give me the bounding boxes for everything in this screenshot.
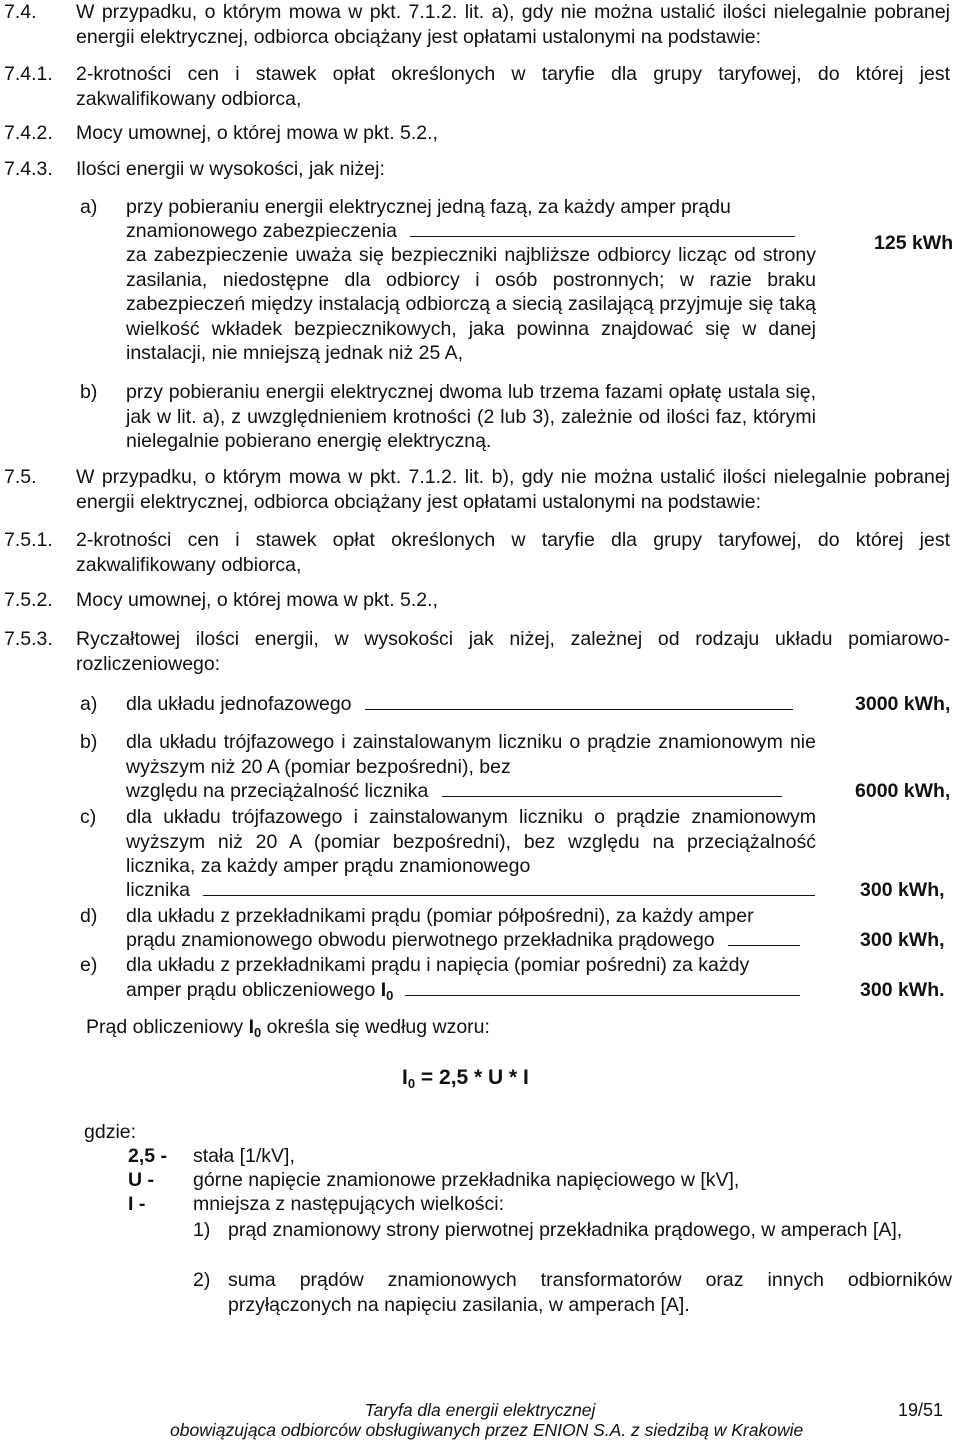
item-label: a)	[80, 693, 98, 715]
sub-item-number: 1)	[193, 1219, 211, 1241]
formula-intro-text: określa się według wzoru:	[266, 1016, 490, 1038]
formula	[402, 1066, 529, 1097]
value-label: 300 kWh.	[860, 979, 945, 1001]
symbol-I: I	[248, 1016, 255, 1038]
symbol-I: I	[380, 979, 387, 1001]
section-text: 2-krotności cen i stawek opłat określonych w taryfie dla grupy taryfowej, do której jest zakwalifikowany odbiorca,	[76, 529, 950, 576]
value-label: 125 kWh	[874, 232, 954, 254]
item-text: za zabezpieczenie uważa się bezpieczniki najbliższe odbiorcy licząc od strony zasilania, niedostępne dla odbiorcy i osób postronnych; w razie braku zabezpieczeń między instalacją odbiorczą a siecią zasilającą przyjmuje się taką wielkość wkładek bezpiecznikowych, jaka powinna znajdować się w danej instalacji, nie mniejszą jednak niż 25 A,	[126, 244, 816, 364]
section-number: 7.5.	[4, 466, 37, 488]
section-text: Ryczałtowej ilości energii, w wysokości jak niżej, zależnej od rodzaju układu pomiarowo-rozliczeniowego:	[76, 628, 950, 675]
section-number: 7.4.3.	[4, 158, 53, 180]
item-text-part: prądu znamionowego obwodu pierwotnego przekładnika prądowego	[126, 929, 715, 951]
fill-line	[442, 780, 782, 797]
item-text-part: licznika	[126, 879, 190, 901]
item-text	[126, 928, 800, 953]
item-label: d)	[80, 905, 98, 927]
page-number: 19/51	[898, 1400, 944, 1420]
section-text: W przypadku, o którym mowa w pkt. 7.1.2. lit. a), gdy nie można ustalić ilości nielegalnie pobranej energii elektrycznej, odbiorca obciążany jest opłatami ustalonymi na podstawie:	[76, 1, 950, 48]
sub-item-text: prąd znamionowy strony pierwotnej przekładnika prądowego, w amperach [A],	[228, 1219, 903, 1241]
item-text-part: dla układu jednofazowego	[126, 693, 352, 715]
section-text: 2-krotności cen i stawek opłat określonych w taryfie dla grupy taryfowej, do której jest zakwalifikowany odbiorca,	[76, 63, 950, 110]
item-text	[126, 978, 800, 1009]
formula-intro-text: Prąd obliczeniowy	[86, 1016, 244, 1038]
sub-item-number: 2)	[193, 1269, 211, 1291]
item-text	[126, 878, 815, 903]
value-label: 300 kWh,	[860, 929, 945, 951]
value-label: 6000 kWh,	[855, 780, 951, 802]
value-label: 300 kWh,	[860, 879, 945, 901]
formula-lhs-subscript: 0	[407, 1076, 416, 1091]
item-text	[126, 219, 795, 244]
item-text: dla układu z przekładnikami prądu i napięcia (pomiar pośredni) za każdy	[126, 954, 750, 976]
item-label: b)	[80, 731, 98, 753]
item-label: e)	[80, 954, 98, 976]
symbol-subscript: 0	[386, 988, 394, 1003]
item-text: przy pobieraniu energii elektrycznej jedną fazą, za każdy amper prądu	[126, 196, 731, 218]
formula-rhs: = 2,5 * U * I	[415, 1066, 529, 1089]
section-number: 7.4.2.	[4, 122, 53, 144]
where-label: gdzie:	[84, 1121, 137, 1143]
item-text: dla układu z przekładnikami prądu (pomiar półpośredni), za każdy amper	[126, 905, 754, 927]
item-label: b)	[80, 381, 98, 403]
symbol-subscript: 0	[254, 1025, 262, 1040]
definition-text: stała [1/kV],	[193, 1145, 295, 1167]
fill-line	[405, 979, 800, 996]
footer-title: Taryfa dla energii elektrycznej	[364, 1400, 596, 1420]
definition-symbol: I -	[128, 1193, 146, 1215]
fill-line	[728, 929, 800, 946]
definition-symbol: 2,5 -	[128, 1145, 168, 1167]
formula-intro	[86, 1015, 490, 1046]
section-number: 7.4.1.	[4, 63, 53, 85]
formula-lhs: I	[402, 1066, 408, 1089]
definition-text: mniejsza z następujących wielkości:	[193, 1193, 505, 1215]
item-label: a)	[80, 196, 98, 218]
fill-line	[410, 220, 795, 237]
section-text: Mocy umownej, o której mowa w pkt. 5.2.,	[76, 122, 438, 144]
section-text: Mocy umownej, o której mowa w pkt. 5.2.,	[76, 589, 438, 611]
section-number: 7.5.2.	[4, 589, 53, 611]
definition-text: górne napięcie znamionowe przekładnika napięciowego w [kV],	[193, 1169, 740, 1191]
item-text-part: amper prądu obliczeniowego	[126, 979, 376, 1001]
item-text: dla układu trójfazowego i zainstalowanym liczniku o prądzie znamionowym wyższym niż 20 A (pomiar bezpośredni), bez względu na przeciążalność licznika, za każdy amper prądu znamionowego	[126, 806, 816, 877]
item-text-part: względu na przeciążalność licznika	[126, 780, 429, 802]
item-text: dla układu trójfazowego i zainstalowanym liczniku o prądzie znamionowym nie wyższym niż 20 A (pomiar bezpośredni), bez	[126, 731, 816, 778]
fill-line	[365, 693, 793, 710]
fill-line	[203, 879, 815, 896]
sub-item-text: suma prądów znamionowych transformatorów oraz innych odbiorników przyłączonych na napięciu zasilania, w amperach [A].	[228, 1269, 952, 1316]
section-number: 7.4.	[4, 1, 37, 23]
item-text: przy pobieraniu energii elektrycznej dwoma lub trzema fazami opłatę ustala się, jak w lit. a), z uwzględnieniem krotności (2 lub 3), zależnie od ilości faz, którymi nielegalnie pobierano energię elektryczną.	[126, 381, 816, 452]
item-text	[126, 692, 793, 717]
item-text	[126, 779, 782, 804]
item-label: c)	[80, 806, 97, 828]
value-label: 3000 kWh,	[855, 693, 951, 715]
section-number: 7.5.1.	[4, 529, 53, 551]
footer-subtitle: obowiązująca odbiorców obsługiwanych przez ENION S.A. z siedzibą w Krakowie	[170, 1420, 804, 1440]
definition-symbol: U -	[128, 1169, 154, 1191]
item-text-part: znamionowego zabezpieczenia	[126, 220, 398, 242]
section-text: Ilości energii w wysokości, jak niżej:	[76, 158, 385, 180]
section-text: W przypadku, o którym mowa w pkt. 7.1.2. lit. b), gdy nie można ustalić ilości nielegalnie pobranej energii elektrycznej, odbiorca obciążany jest opłatami ustalonymi na podstawie:	[76, 466, 950, 513]
section-number: 7.5.3.	[4, 628, 53, 650]
